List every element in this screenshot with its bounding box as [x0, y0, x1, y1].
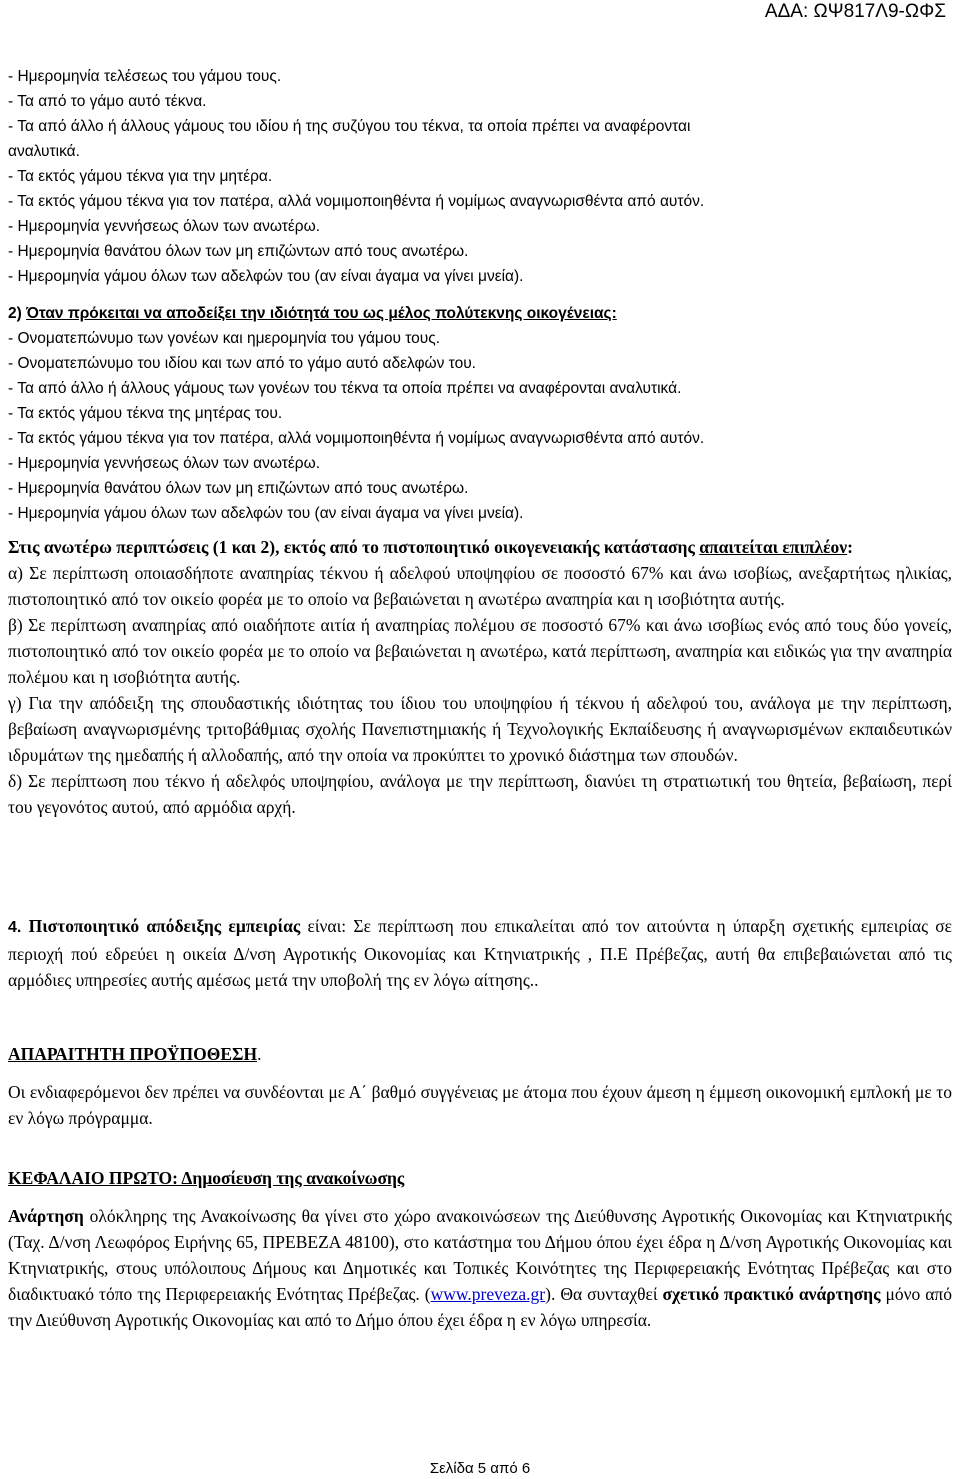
requirement-title-dot: .	[257, 1044, 262, 1064]
preveza-link[interactable]: www.preveza.gr	[430, 1284, 546, 1304]
chapter-text-2: ). Θα συνταχθεί	[545, 1284, 663, 1304]
large-family-section	[8, 301, 950, 526]
list-item: - Τα από άλλο ή άλλους γάμους των γονέων του τέκνα τα οποία πρέπει να αναφέρονται αναλυτικά.	[8, 380, 682, 397]
list-item: - Τα εκτός γάμου τέκνα για τον πατέρα, αλλά νομιμοποιηθέντα ή νομίμως αναγνωρισθέντα από αυτόν.	[8, 430, 705, 447]
additional-intro	[8, 534, 952, 560]
list-item: - Ονοματεπώνυμο του ιδίου και των από το γάμο αυτό αδελφών του.	[8, 355, 476, 372]
list-item: - Ημερομηνία γεννήσεως όλων των ανωτέρω.	[8, 218, 320, 235]
requirement-text: Οι ενδιαφερόμενοι δεν πρέπει να συνδέονται με Α΄ βαθμό συγγένειας με άτομα που έχουν άμεση η έμμεση οικονομική εμπλοκή με το εν λόγω πρόγραμμα.	[8, 1082, 952, 1128]
section4-text: είναι: Σε περίπτωση που επικαλείται από τον αιτούντα η ύπαρξη σχετικής εμπειρίας σε περιοχή πού εδρεύει η οικεία Δ/νση Αγροτικής Οικονομίας και Κτηνιατρικής , Π.Ε Πρέβεζας, αυτή θα επιβεβαιώνεται από τις αρμόδιες υπηρεσίες αυτής αμέσως μετά την υποβολή της εν λόγω αίτησης..	[8, 916, 953, 990]
list-item: αναλυτικά.	[8, 143, 80, 160]
list-item: - Ημερομηνία τελέσεως του γάμου τους.	[8, 68, 282, 85]
requirement-title: ΑΠΑΡΑΙΤΗΤΗ ΠΡΟΫΠΟΘΕΣΗ	[8, 1044, 258, 1064]
family-details-list	[8, 64, 950, 289]
section4-bold: Πιστοποιητικό απόδειξης εμπειρίας	[28, 916, 301, 936]
section-number: 2)	[8, 305, 22, 322]
list-item: - Τα από το γάμο αυτό τέκνα.	[8, 93, 207, 110]
list-item: - Τα εκτός γάμου τέκνα για τον πατέρα, αλλά νομιμοποιηθέντα ή νομίμως αναγνωρισθέντα από αυτόν.	[8, 193, 705, 210]
chapter-text	[8, 1203, 952, 1333]
list-item: - Ονοματεπώνυμο των γονέων και ημερομηνία του γάμου τους.	[8, 330, 441, 347]
chapter-text-1: ολόκληρης της Ανακοίνωσης θα γίνει στο χώρο ανακοινώσεων της Διεύθυνσης Αγροτικής Οικονομίας και Κτηνιατρικής (Ταχ. Δ/νση Λεωφόρος Ειρήνης 65, ΠΡΕΒΕΖΑ 48100), στο κατάστημα του Δήμου όπου έχει έδρα η Δ/νση Αγροτικής Οικονομίας και Κτηνιατρικής, στους υπόλοιπους Δήμους και Δημοτικές και Τοπικές Κοινότητες της Περιφερειακής Ενότητας Πρέβεζας και στο διαδικτυακό τόπο της Περιφερειακής Ενότητας Πρέβεζας. (	[8, 1206, 952, 1304]
list-item: - Ημερομηνία γάμου όλων των αδελφών του (αν είναι άγαμα να γίνει μνεία).	[8, 505, 524, 522]
additional-documents	[8, 534, 952, 820]
list-item: - Τα εκτός γάμου τέκνα της μητέρας του.	[8, 405, 283, 422]
intro-bold: Στις ανωτέρω περιπτώσεις (1 και 2), εκτός από το πιστοποιητικό οικογενειακής κατάστασης	[8, 537, 695, 557]
intro-colon: :	[847, 537, 853, 557]
chapter-text-3: μόνο από την Διεύθυνση Αγροτικής Οικονομίας και από το Δήμο όπου έχει έδρα η εν λόγω υπηρεσία.	[8, 1284, 952, 1330]
list-item: - Ημερομηνία θανάτου όλων των μη επιζώντων από τους ανωτέρω.	[8, 243, 469, 260]
list-item: - Ημερομηνία θανάτου όλων των μη επιζώντων από τους ανωτέρω.	[8, 480, 469, 497]
paragraph-a: α) Σε περίπτωση οποιασδήποτε αναπηρίας τέκνου ή αδελφού υποψηφίου σε ποσοστό 67% και άνω ισοβίως, ανεξαρτήτως ηλικίας, πιστοποιητικό από τον οικείο φορέα με το οποίο να βεβαιώνεται η ανωτέρω αναπηρία και η ισοβιότητα αυτής.	[8, 563, 952, 609]
experience-certificate	[8, 913, 952, 993]
paragraph-c: γ) Για την απόδειξη της σπουδαστικής ιδιότητας του ίδιου του υποψηφίου ή τέκνου ή αδελφού του, ανάλογα με την περίπτωση, βεβαίωση αναγνωρισμένης τριτοβάθμιας σχολής Πανεπιστημιακής ή Τεχνολογικής Εκπαίδευσης ή αναγνωρισμένων εκπαιδευτικών ιδρυμάτων της ημεδαπής ή αλλοδαπής, από την οποία να προκύπτει το χρονικό διάστημα των σπουδών.	[8, 693, 952, 765]
section4-number: 4.	[8, 919, 22, 936]
section-title: Όταν πρόκειται να αποδείξει την ιδιότητά του ως μέλος πολύτεκνης οικογένειας:	[26, 305, 617, 322]
chapter-lead: Ανάρτηση	[8, 1206, 84, 1226]
paragraph-b: β) Σε περίπτωση αναπηρίας από οιαδήποτε αιτία ή αναπηρίας πολέμου σε ποσοστό 67% και άνω ισοβίως ενός από τους δύο γονείς, πιστοποιητικό από τον οικείο φορέα με το οποίο να βεβαιώνεται η ανωτέρω, κατά περίπτωση, αναπηρία και ειδικώς για την αναπηρία πολέμου και η ισοβιότητα αυτής.	[8, 615, 952, 687]
chapter-one	[8, 1165, 952, 1333]
chapter-bold-2: σχετικό πρακτικό ανάρτησης	[662, 1284, 881, 1304]
chapter-title: ΚΕΦΑΛΑΙΟ ΠΡΩΤΟ: Δημοσίευση της ανακοίνωσης	[8, 1168, 405, 1188]
list-item: - Ημερομηνία γάμου όλων των αδελφών του (αν είναι άγαμα να γίνει μνεία).	[8, 268, 524, 285]
intro-underlined: απαιτείται επιπλέον	[699, 537, 848, 557]
paragraph-d: δ) Σε περίπτωση που τέκνο ή αδελφός υποψηφίου, ανάλογα με την περίπτωση, διανύει τη στρατιωτική του θητεία, βεβαίωση, περί του γεγονότος αυτού, από αρμόδια αρχή.	[8, 771, 952, 817]
requirement-section	[8, 1041, 952, 1131]
list-item: - Τα εκτός γάμου τέκνα για την μητέρα.	[8, 168, 273, 185]
page-number: Σελίδα 5 από 6	[429, 1460, 531, 1477]
section-heading	[8, 301, 950, 326]
list-item: - Ημερομηνία γεννήσεως όλων των ανωτέρω.	[8, 455, 320, 472]
list-item: - Τα από άλλο ή άλλους γάμους του ιδίου ή της συζύγου του τέκνα, τα οποία πρέπει να αναφέρονται	[8, 118, 691, 135]
ada-code: ΑΔΑ: ΩΨ817Λ9-ΩΦΣ	[764, 1, 946, 22]
